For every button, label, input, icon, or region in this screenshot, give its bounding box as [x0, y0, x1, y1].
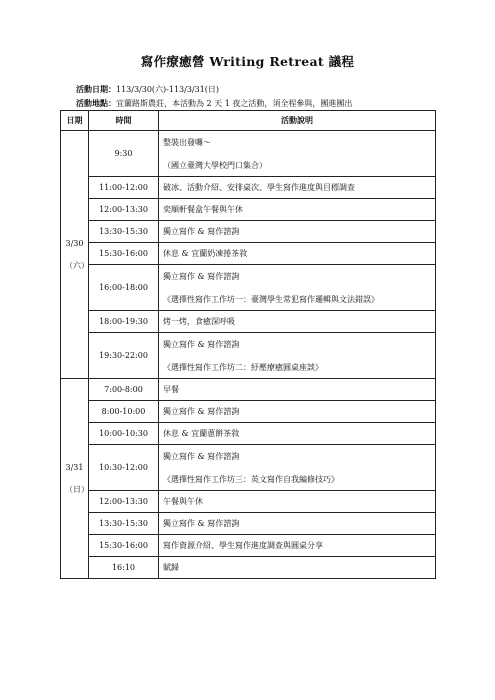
header-date: 日期 — [61, 111, 89, 131]
event-location-value: 宜蘭路斯農莊，本活動為 2 天 1 夜之活動，須全程參與，團進團出 — [116, 99, 353, 108]
day-date: 3/30 — [65, 238, 84, 248]
agenda-body — [61, 131, 436, 579]
event-date — [76, 84, 219, 95]
time-cell: 12:00-13:30 — [89, 199, 159, 221]
event-location — [76, 98, 352, 109]
time-cell: 18:00-19:30 — [89, 311, 159, 333]
description-line: 獨立寫作 & 寫作諮詢 — [163, 451, 240, 461]
time-cell: 12:00-13:30 — [89, 491, 159, 513]
description-line: 奕順軒餐盒午餐與午休 — [163, 205, 243, 214]
agenda-row — [61, 379, 436, 401]
description-cell — [159, 243, 436, 265]
agenda-row — [61, 423, 436, 445]
agenda-row — [61, 535, 436, 557]
day-weekday: （六） — [65, 260, 89, 270]
event-date-value: 113/3/30(六)-113/3/31(日) — [116, 85, 220, 94]
description-line: 整裝出發囉～ — [163, 137, 211, 147]
agenda-row — [61, 221, 436, 243]
day-date-cell — [61, 131, 89, 379]
description-line: 《選擇性寫作工作坊三：英文寫作自我編修技巧》 — [163, 474, 339, 484]
description-line: 烤一烤，食癒深呼吸 — [163, 317, 235, 326]
description-cell — [159, 265, 436, 311]
description-cell — [159, 221, 436, 243]
description-cell — [159, 513, 436, 535]
time-cell: 11:00-12:00 — [89, 177, 159, 199]
description-line: 寫作資源介紹、學生寫作進度調查與圓桌分享 — [163, 541, 323, 550]
agenda-row — [61, 311, 436, 333]
description-line: 破冰、活動介紹、安排桌次、學生寫作進度與目標調查 — [163, 183, 355, 192]
day-weekday: （日） — [65, 484, 89, 494]
description-cell — [159, 491, 436, 513]
description-line: 休息 & 宜蘭奶凍捲茶敘 — [163, 249, 248, 258]
agenda-row — [61, 177, 436, 199]
agenda-row — [61, 401, 436, 423]
time-cell: 13:30-15:30 — [89, 513, 159, 535]
agenda-row — [61, 557, 436, 579]
description-line: 《選擇性寫作工作坊一：臺灣學生常犯寫作邏輯與文法錯誤》 — [163, 294, 379, 304]
agenda-table — [60, 110, 436, 579]
description-line: （國立臺灣大學校門口集合） — [163, 160, 267, 170]
time-cell: 8:00-10:00 — [89, 401, 159, 423]
day-date: 3/31 — [65, 462, 84, 472]
description-cell — [159, 445, 436, 491]
header-row — [61, 111, 436, 131]
agenda-row — [61, 243, 436, 265]
description-cell — [159, 423, 436, 445]
agenda-row — [61, 131, 436, 177]
header-time: 時間 — [89, 111, 159, 131]
page-title: 寫作療癒營 Writing Retreat 議程 — [140, 54, 355, 69]
description-line: 賦歸 — [163, 563, 179, 572]
agenda-row — [61, 491, 436, 513]
description-line: 休息 & 宜蘭蔥餅茶敘 — [163, 429, 240, 438]
day-date-cell — [61, 379, 89, 579]
time-cell: 10:30-12:00 — [89, 445, 159, 491]
description-line: 獨立寫作 & 寫作諮詢 — [163, 227, 240, 236]
time-cell: 13:30-15:30 — [89, 221, 159, 243]
event-location-label: 活動地點： — [76, 98, 116, 108]
time-cell: 9:30 — [89, 131, 159, 177]
agenda-row — [61, 445, 436, 491]
agenda-row — [61, 199, 436, 221]
description-line: 獨立寫作 & 寫作諮詢 — [163, 339, 240, 349]
description-cell — [159, 177, 436, 199]
description-line: 獨立寫作 & 寫作諮詢 — [163, 519, 240, 528]
time-cell: 16:10 — [89, 557, 159, 579]
description-cell — [159, 379, 436, 401]
description-cell — [159, 199, 436, 221]
description-cell — [159, 333, 436, 379]
description-cell — [159, 535, 436, 557]
time-cell: 16:00-18:00 — [89, 265, 159, 311]
description-cell — [159, 311, 436, 333]
description-line: 獨立寫作 & 寫作諮詢 — [163, 271, 240, 281]
description-line: 《選擇性寫作工作坊二：紓壓療癒圓桌座談》 — [163, 362, 323, 372]
time-cell: 19:30-22:00 — [89, 333, 159, 379]
event-date-label: 活動日期： — [76, 84, 116, 94]
agenda-row — [61, 513, 436, 535]
description-line: 早餐 — [163, 385, 179, 394]
description-line: 午餐與午休 — [163, 497, 203, 506]
description-cell — [159, 131, 436, 177]
description-cell — [159, 557, 436, 579]
time-cell: 15:30-16:00 — [89, 243, 159, 265]
description-cell — [159, 401, 436, 423]
agenda-row — [61, 333, 436, 379]
time-cell: 10:00-10:30 — [89, 423, 159, 445]
time-cell: 15:30-16:00 — [89, 535, 159, 557]
time-cell: 7:00-8:00 — [89, 379, 159, 401]
agenda-row — [61, 265, 436, 311]
description-line: 獨立寫作 & 寫作諮詢 — [163, 407, 240, 416]
header-description: 活動說明 — [159, 111, 436, 131]
